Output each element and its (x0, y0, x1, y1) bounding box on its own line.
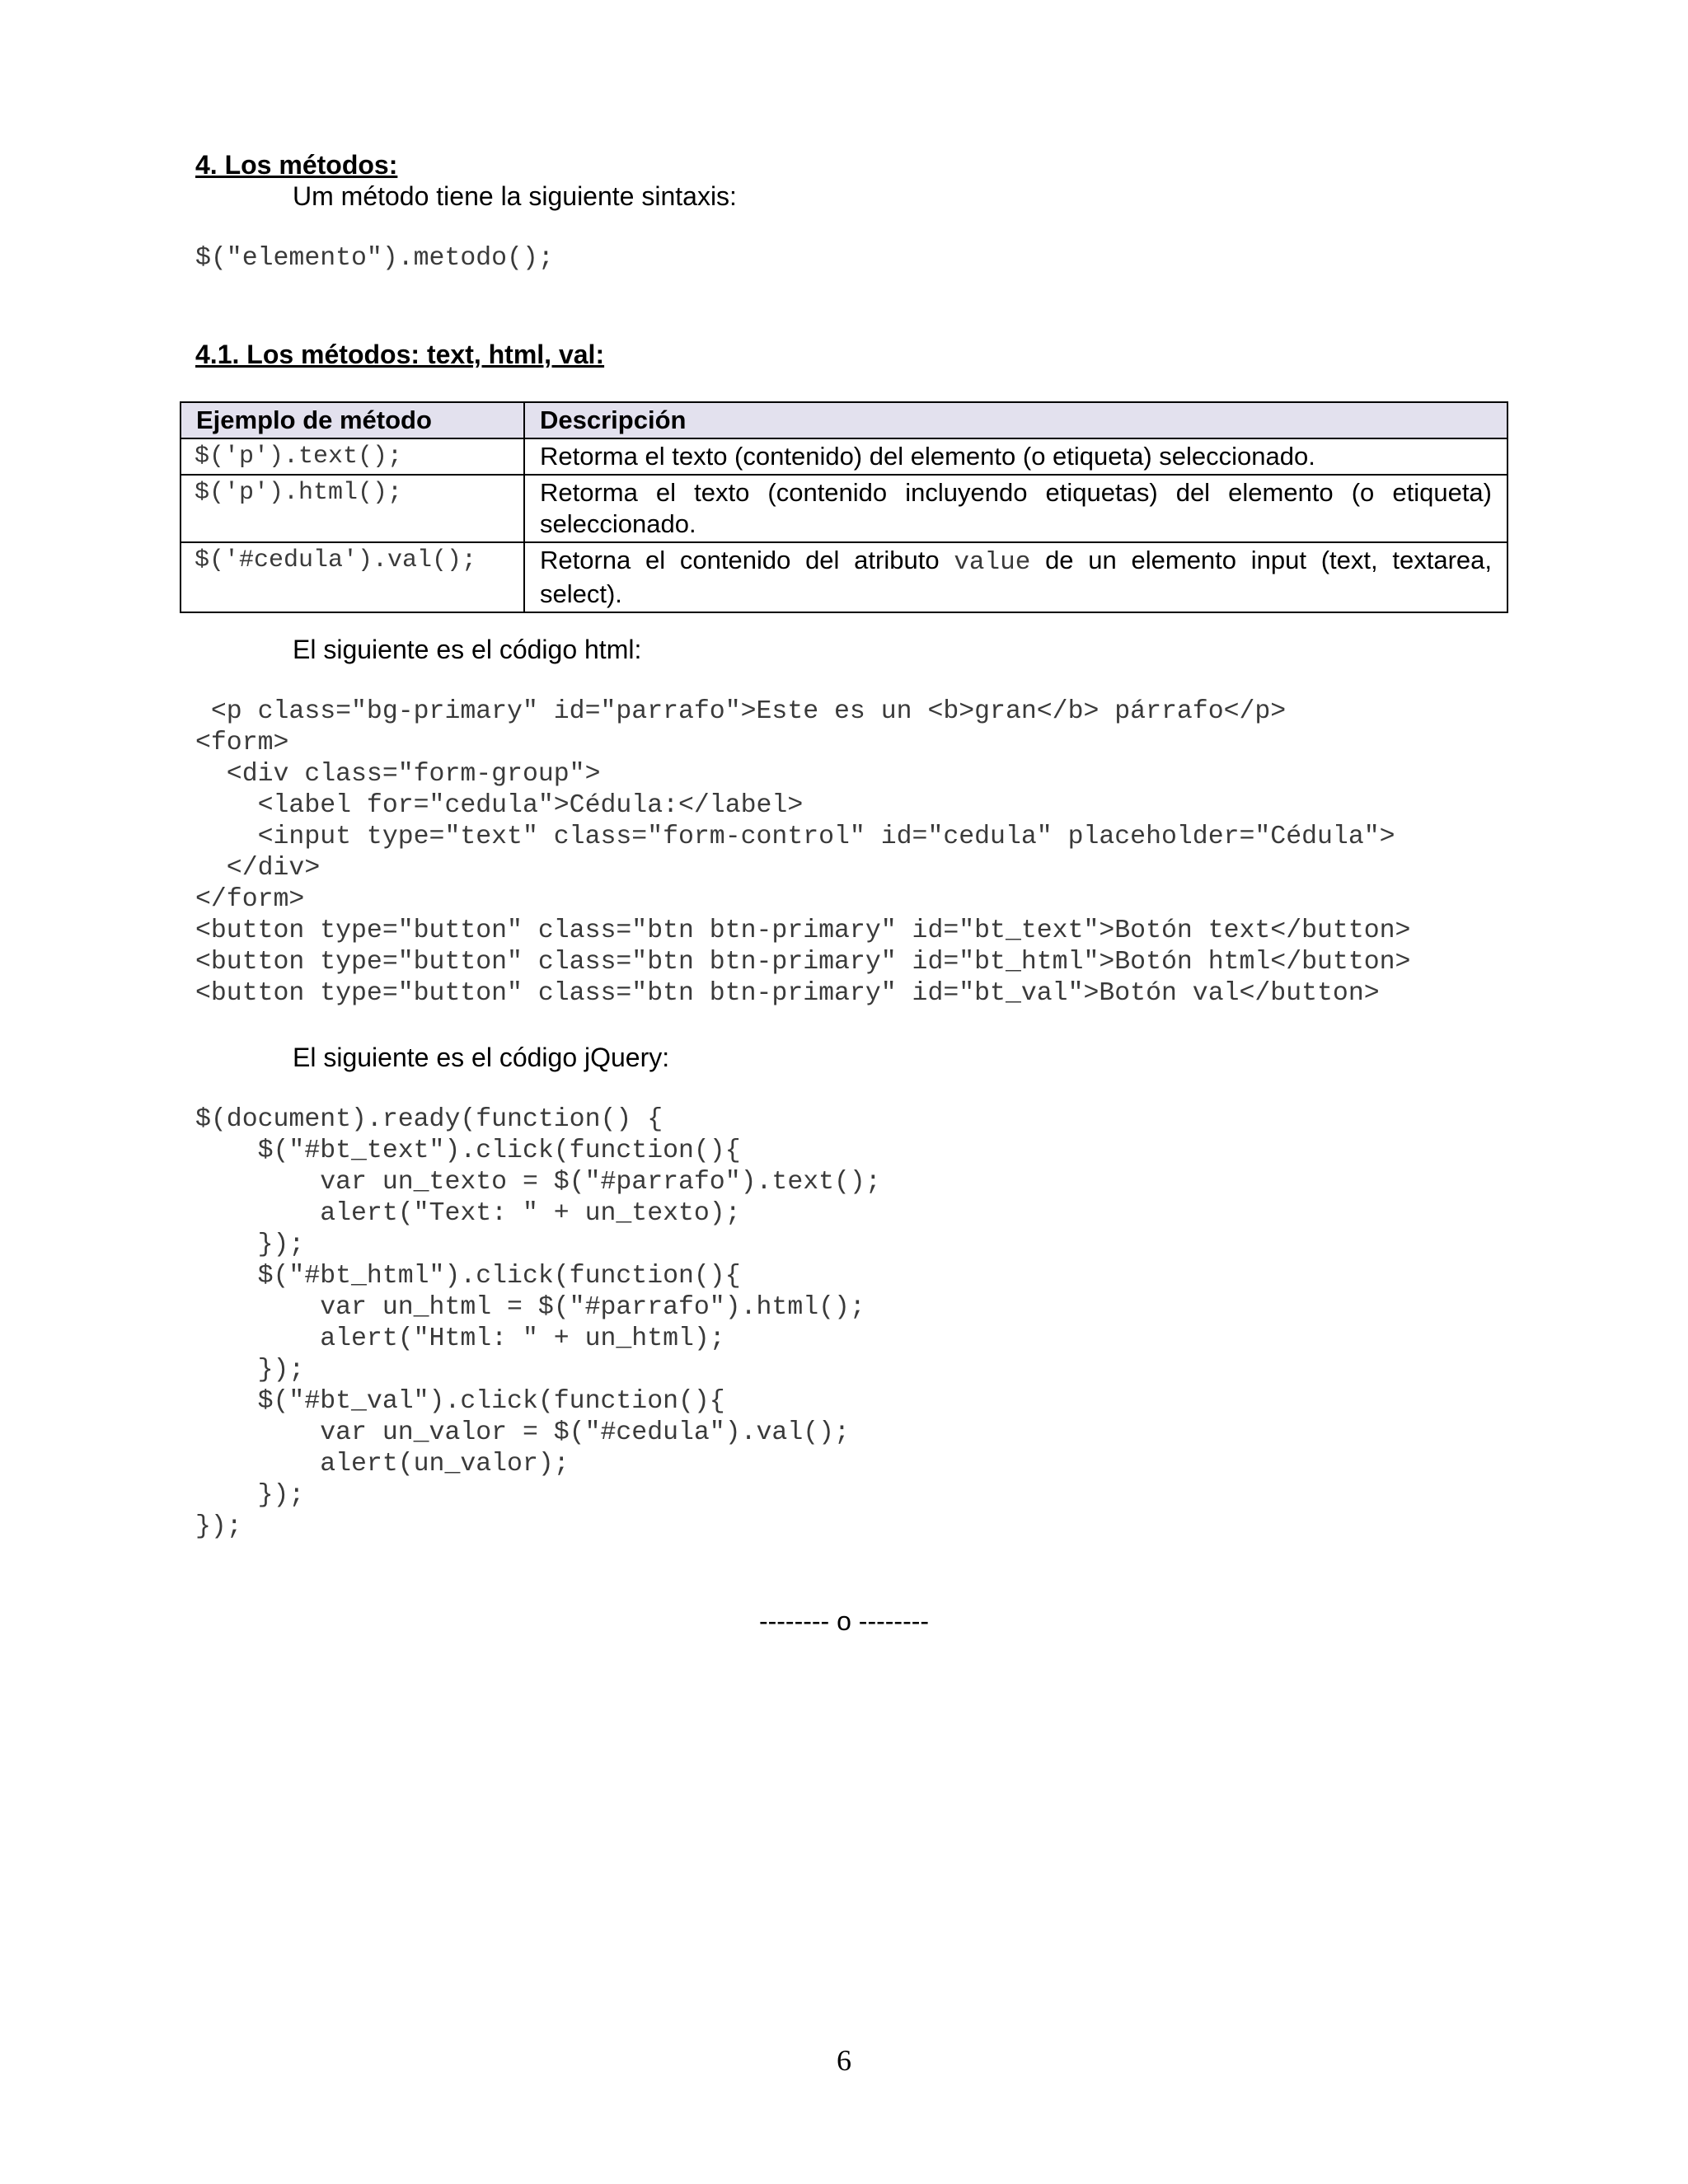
column-header-description: Descripción (524, 402, 1507, 438)
jquery-code-intro: El siguiente es el código jQuery: (293, 1043, 670, 1072)
method-cell: $('p').html(); (181, 475, 524, 542)
table-header-row (181, 402, 1507, 438)
methods-table (180, 401, 1508, 613)
html-code-intro: El siguiente es el código html: (293, 635, 642, 664)
syntax-code: $("elemento").metodo(); (195, 244, 554, 273)
table-row (181, 475, 1507, 542)
table-row (181, 542, 1507, 612)
section-4-intro: Um método tiene la siguiente sintaxis: (293, 181, 737, 211)
description-text: Retorna el contenido del atributo (540, 546, 954, 574)
table-row (181, 438, 1507, 475)
jquery-code-block: $(document).ready(function() { $("#bt_text").click(function(){ var un_texto = $("#parrafo").text(); alert("Text: " + un_texto); }); $("#bt_html").click(function(){ var un_html = $("#parrafo").html(); alert("Html: " + un_html); }); $("#bt_val").click(function(){ var un_valor = $("#cedula").val(); alert(un_valor); }); }); (195, 1105, 881, 1541)
section-4-1-heading: 4.1. Los métodos: text, html, val: (195, 340, 605, 369)
inline-code: value (954, 548, 1031, 577)
description-cell (524, 542, 1507, 612)
section-separator: -------- o -------- (758, 1606, 930, 1636)
section-4-heading: 4. Los métodos: (195, 150, 398, 180)
description-text: de un elemento input (text, textarea, select). (540, 546, 1492, 608)
method-cell: $('#cedula').val(); (181, 542, 524, 612)
method-cell: $('p').text(); (181, 438, 524, 475)
column-header-method: Ejemplo de método (181, 402, 524, 438)
description-cell: Retorma el texto (contenido incluyendo etiquetas) del elemento (o etiqueta) seleccionado. (524, 475, 1507, 542)
page-number: 6 (837, 2044, 851, 2077)
html-code-block: <p class="bg-primary" id="parrafo">Este es un <b>gran</b> párrafo</p> <form> <div class="form-group"> <label for="cedula">Cédula:</label> <input type="text" class="form-control" id="cedula" placeholder="Cédula"> </div> </form> <button type="button" class="btn btn-primary" id="bt_text">Botón text</button> <button type="button" class="btn btn-primary" id="bt_html">Botón html</button> <button type="button" class="btn btn-primary" id="bt_val">Botón val</button> (195, 697, 1411, 1008)
description-cell: Retorma el texto (contenido) del elemento (o etiqueta) seleccionado. (524, 438, 1507, 475)
